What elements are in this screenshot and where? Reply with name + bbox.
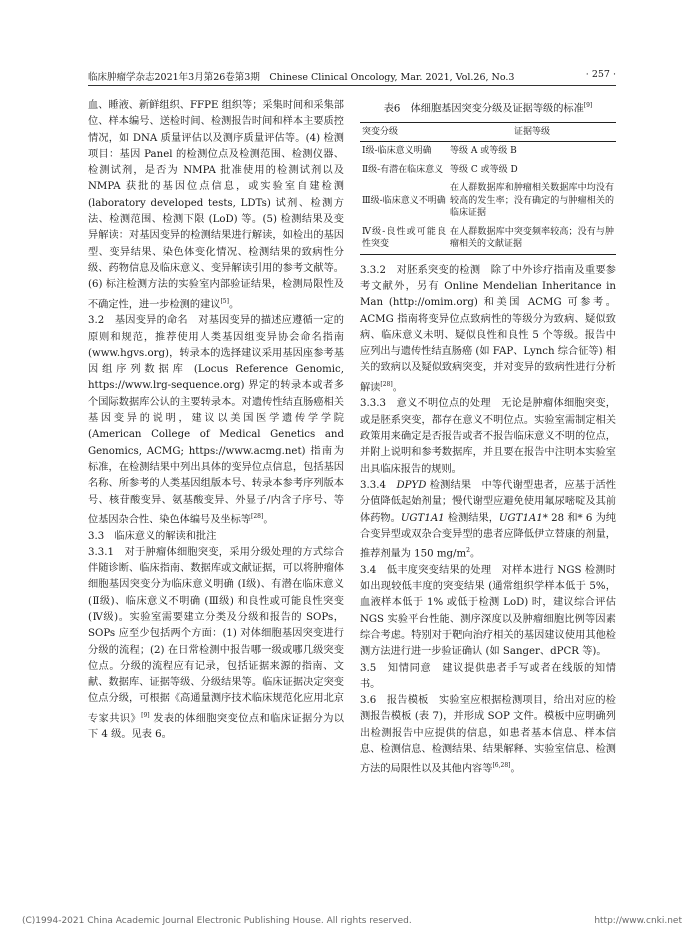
right-column xyxy=(360,98,616,778)
section-3-3-1: 3.3.1 对于肿瘤体细胞突变，采用分级处理的方式综合伴随诊断、临床指南、数据库或文献证据，可以将肿瘤体细胞基因突变分为临床意义明确 (Ⅰ级)、有潜在临床意义 (Ⅱ级)、临床意义不明确 (Ⅲ级) 和良性或可能良性突变 (Ⅳ级)。实验室需要建立分类及分级和报告的 SOPs，SOPs 应至少包括两个方面：(1) 对体细胞基因突变进行分级的流程；(2) 在日常检测中报告哪一级或哪几级突变位点。分级的流程应有记录，包括证据来源的指南、文献、数据库、证据等级、分级结果等。临床证据决定突变位点分级，可根据《高通量测序技术临床规范化应用北京专家共识》[9] 发表的体细胞突变位点和临床证据分为以下 4 级。见表 6。 xyxy=(88,546,344,741)
citation: [6,28] xyxy=(492,762,511,770)
table-row: Ⅰ级-临床意义明确 等级 A 或等级 B xyxy=(362,146,517,157)
paragraph-report-contents: 血、睡液、新鲜组织、FFPE 组织等；采集时间和采集部位、样本编号、送检时间、检测报告时间和样本主要质控情况，如 DNA 质量评估以及测序质量评估等。(4) 检测项目：基因 Panel 的检测位点及检测范围、检测仪器、检测试剂，是否为 NMPA 批准使用的检测试剂以及 NMPA 获批的基因位点信息，或实验室自建检测 (laboratory developed tests, LDTs) 试剂、检测方法、检测范围、检测下限 (LoD) 等。(5) 检测结果及变异解读：对基因变异的检测结果进行解读，如检出的基因型、变异结果、染色体变化情况、检测结果的致病性分级、药物信息及临床意义、变异解读引用的参考文献等。(6) 标注检测方法的实验室内部验证结果，检测局限性及不确定性，进一步检测的建议[5]。 xyxy=(88,100,344,310)
section-3-2: 3.2 基因变异的命名 对基因变异的描述应遵循一定的原则和规范，推荐使用人类基因组变异协会命名指南 (www.hgvs.org)，转录本的选择建议采用基因座参考基因组序列数据库 (Locus Reference Genomic, https://www.lrg-sequence.org) 界定的转录本或者多个国际数据库公认的主要转录本。对遗传性结直肠癌相关基因变异的说明，建议以美国医学遗传学学院 (American College of Medical Genetics and Genomics, ACMG; https://www.acmg.net) 指南为标准，在检测结果中列出具体的变异位点信息，包括基因名称、所参考的人类基因组版本号、转录本参考序列版本号、核苷酸变异、氨基酸变异、外显子/内含子序号、等位基因杂合性、染色体编号及坐标等[28]。 xyxy=(88,315,344,526)
section-3-5: 3.5 知情同意 建议提供患者手写或者在线版的知情书。 xyxy=(360,662,616,690)
table-6 xyxy=(360,122,616,255)
running-header xyxy=(88,69,616,86)
table-header-grade: 突变分级 xyxy=(360,122,448,142)
table-6-title: 表6 体细胞基因突变分级及证据等级的标准[9] xyxy=(383,102,593,115)
table-row: Ⅱ级-有潜在临床意义 等级 C 或等级 D xyxy=(362,164,518,175)
section-3-3-2: 3.3.2 对胚系突变的检测 除了中外诊疗指南及重要参考文献外，另有 Online Mendelian Inheritance in Man (http://omim.org) 和美国 ACMG 可参考。ACMG 指南将变异位点致病性的等级分为致病、疑似致病、临床意义未明、疑似良性和良性 5 个等级。报告中应列出与遗传性结直肠癌 (如 FAP、Lynch 综合征等) 相关的致病以及疑似致病突变，并对变异的致病性进行分析解读[28]。 xyxy=(360,264,616,394)
journal-header: 临床肿瘤学杂志2021年3月第26卷第3期 Chinese Clinical Oncology, Mar. 2021, Vol.26, No.3 xyxy=(88,72,515,83)
citation: [9] xyxy=(141,711,150,719)
copyright-footer xyxy=(22,916,682,926)
citation: [28] xyxy=(380,380,393,388)
citation: [5] xyxy=(220,297,229,305)
left-column xyxy=(88,98,344,744)
section-3-3-heading: 3.3 临床意义的解读和批注 xyxy=(88,530,217,542)
section-3-3-4: 3.3.4 DPYD 检测结果 中等代谢型患者，应基于活性分值降低起始剂量；慢代谢型应避免使用氟尿嘧啶及其前体药物。UGT1A1 检测结果，UGT1A1* 28 和* 6 为纯合变异型或双杂合变异型的患者应降低伊立替康的剂量，推荐剂量为 150 $mg/m^2$。 xyxy=(360,479,616,560)
table-row: Ⅲ级-临床意义不明确 在人群数据库和肿瘤相关数据库中均没有较高的发生率；没有确定的与肿瘤相关的临床证据 xyxy=(362,183,614,219)
section-3-3-3: 3.3.3 意义不明位点的处理 无论是肿瘤体细胞突变，或是胚系突变，都存在意义不明位点。实验室需制定相关政策用来确定是否报告或者不报告临床意义不明的位点，并附上说明和参考数据库，并且要在报告中注明本实验室出具临床报告的规则。 xyxy=(360,398,616,475)
cnki-url: http://www.cnki.net xyxy=(594,916,682,926)
page-number: · 257 · xyxy=(585,69,616,80)
section-3-6: 3.6 报告模板 实验室应根据检测项目，给出对应的检测报告模板 (表 7)，并形成 SOP 文件。模板中应明确列出检测报告中应提供的信息，如患者基本信息、样本信息、检测信息、检测结果、结果解释、实验室信息、检测方法的局限性以及其他内容等[6,28]。 xyxy=(360,695,616,775)
section-3-4: 3.4 低丰度突变结果的处理 对样本进行 NGS 检测时如出现较低丰度的突变结果 (通常组织学样本低于 5%，血液样本低于 1% 或低于检测 LoD) 时，建议综合评估 NGS 实验平台性能、测序深度以及肿瘤细胞比例等因素综合考虑。特别对于靶向治疗相关的基因建议使用其他检测方法进行进一步验证确认 (如 Sanger、dPCR 等)。 xyxy=(360,564,616,658)
table-row: Ⅳ级-良性或可能良性突变 在人群数据库中突变频率较高；没有与肿瘤相关的文献证据 xyxy=(360,223,616,255)
copyright-text: (C)1994-2021 China Academic Journal Electronic Publishing House. All rights reserved. xyxy=(22,916,412,926)
citation: [28] xyxy=(251,512,264,520)
table-header-evidence: 证据等级 xyxy=(448,122,616,142)
